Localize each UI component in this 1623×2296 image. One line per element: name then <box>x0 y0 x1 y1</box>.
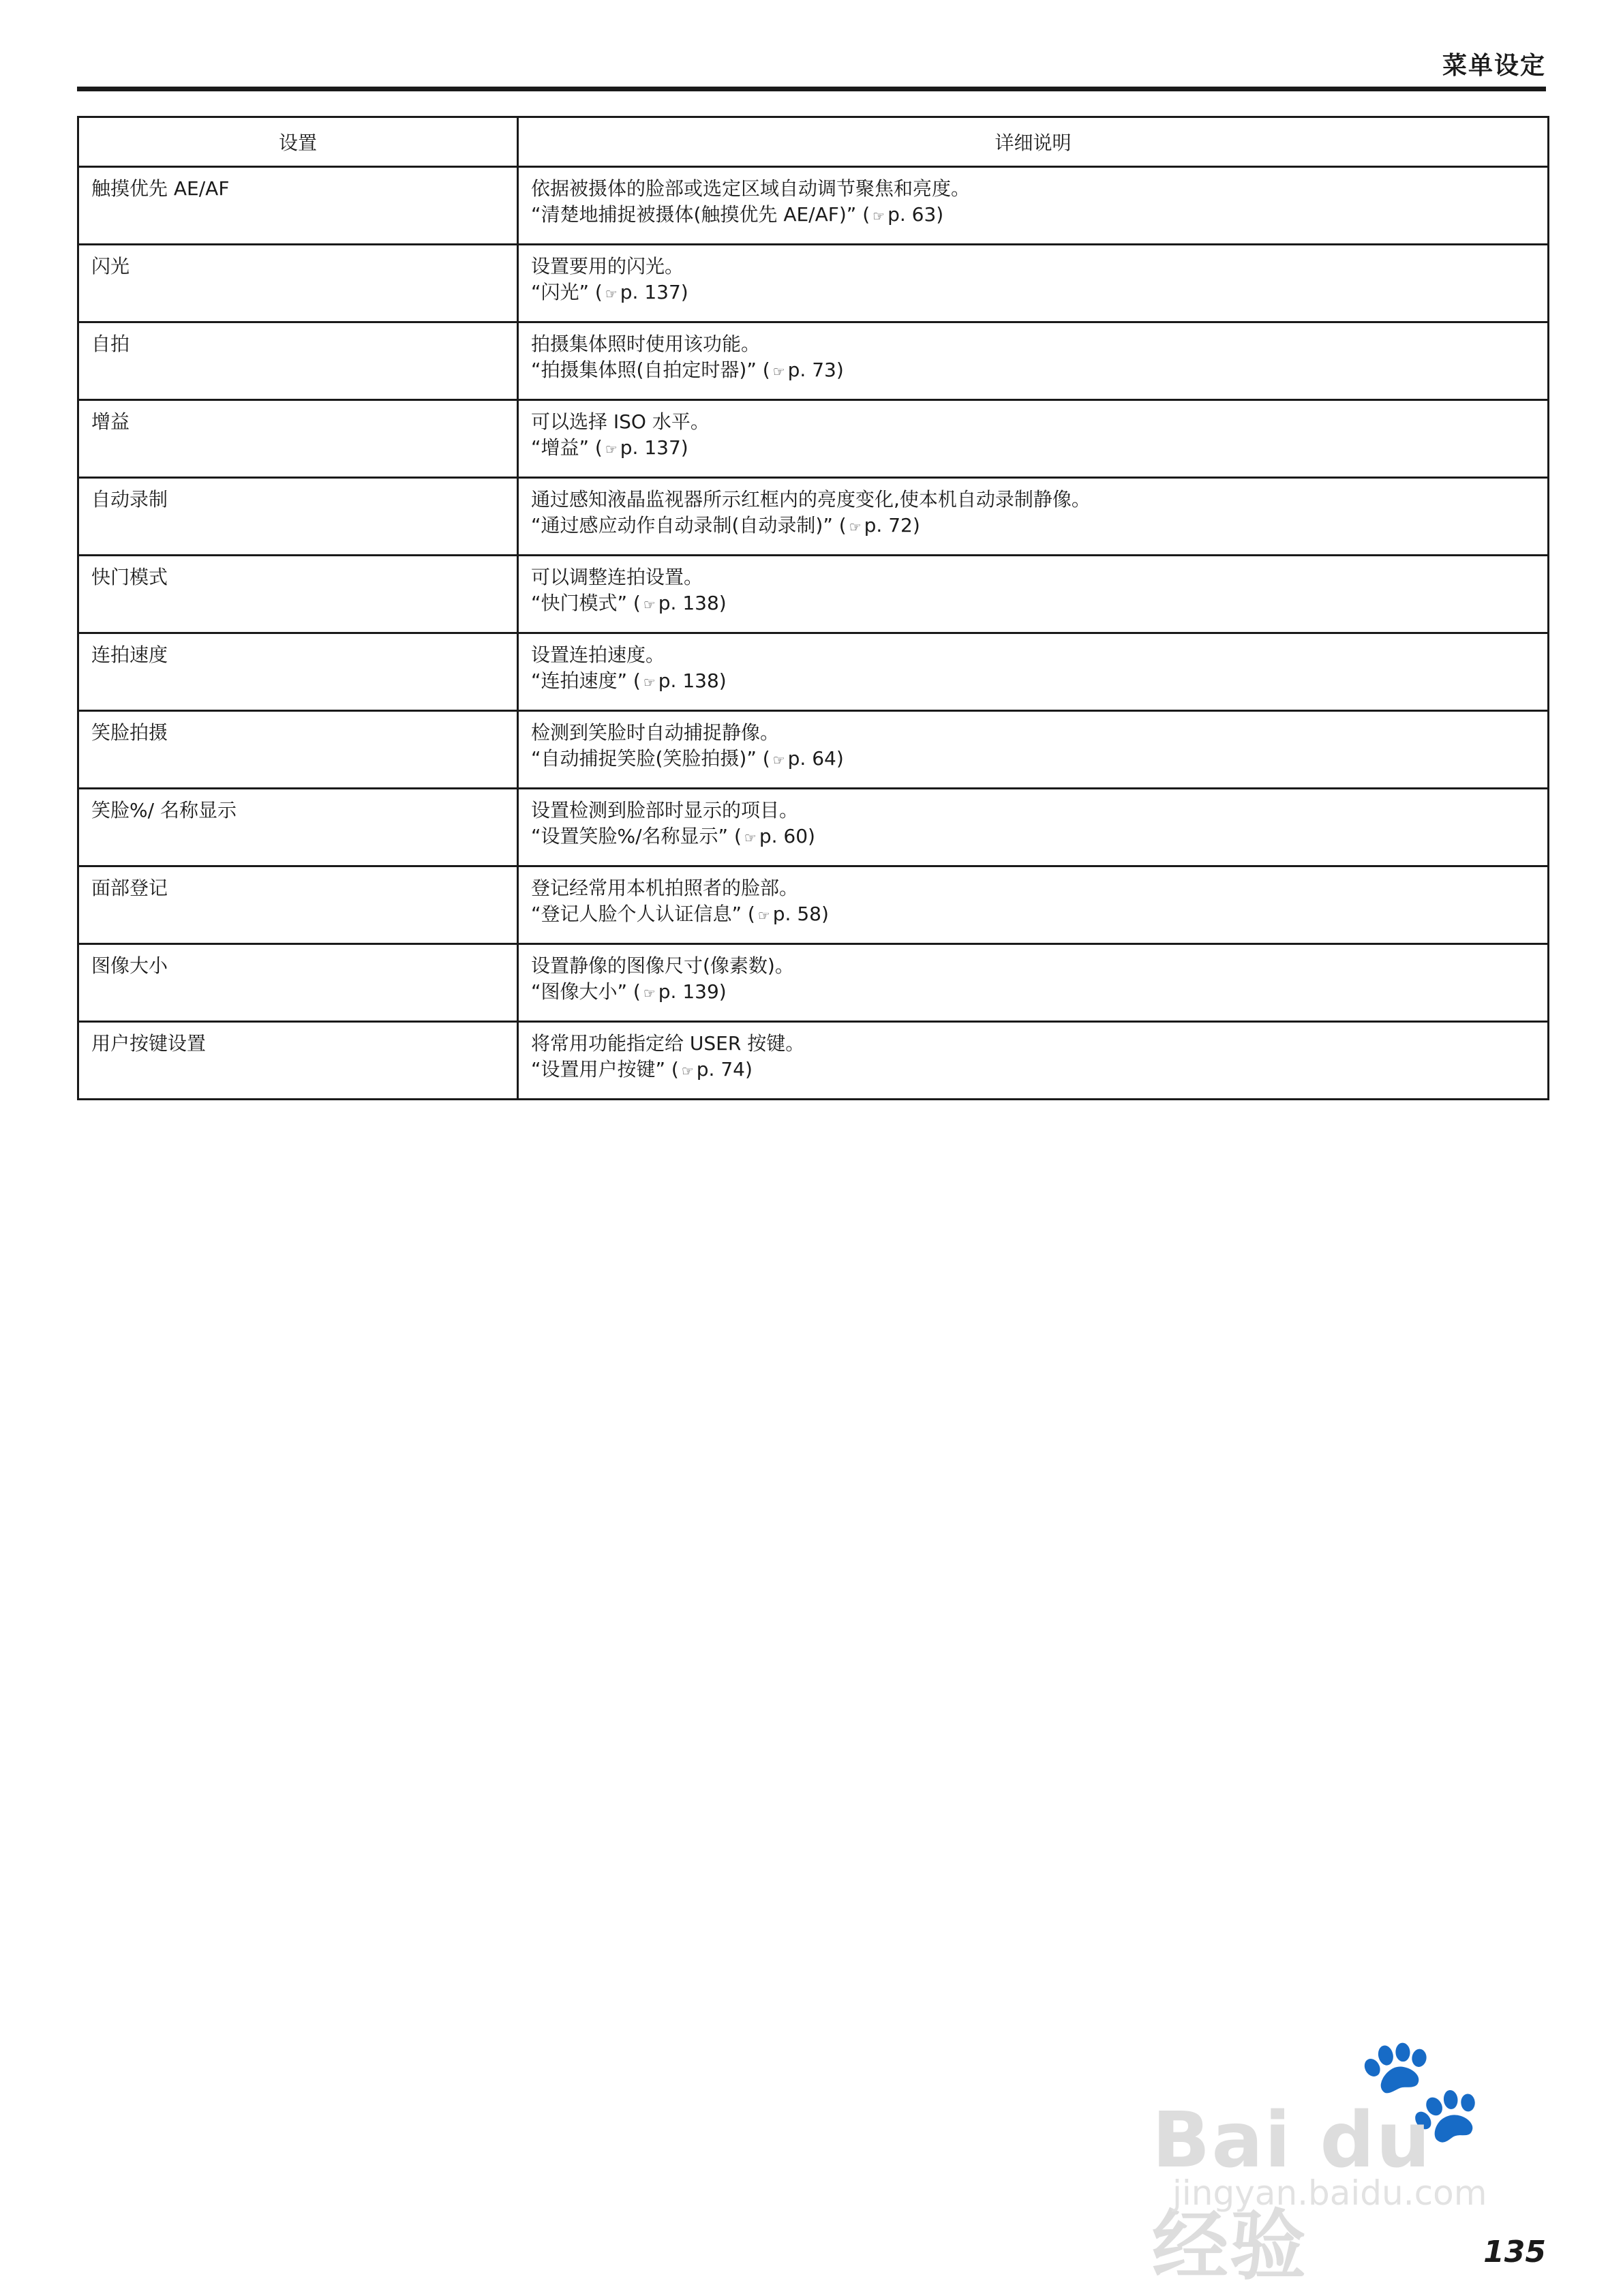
reference-link[interactable] <box>531 979 1535 1006</box>
reference-title: “拍摄集体照(自拍定时器)” <box>531 359 757 381</box>
description-text: 登记经常用本机拍照者的脸部。 <box>531 877 799 899</box>
table-row <box>78 322 1549 400</box>
column-header-description: 详细说明 <box>518 117 1549 167</box>
setting-description <box>518 1022 1549 1100</box>
reference-title: “通过感应动作自动录制(自动录制)” <box>531 514 833 537</box>
pointing-hand-icon: ☞ <box>772 363 785 380</box>
setting-name: 连拍速度 <box>78 633 518 711</box>
table-header-row <box>78 117 1549 167</box>
table-row <box>78 1022 1549 1100</box>
table-row <box>78 478 1549 556</box>
reference-link[interactable] <box>531 668 1535 695</box>
table-row <box>78 711 1549 789</box>
description-text: 依据被摄体的脸部或选定区域自动调节聚焦和亮度。 <box>531 177 971 200</box>
paren-open: ( <box>665 1058 679 1081</box>
setting-description <box>518 789 1549 866</box>
setting-description <box>518 556 1549 633</box>
reference-page: p. 73) <box>787 359 844 381</box>
pointing-hand-icon: ☞ <box>643 674 656 691</box>
reference-link[interactable] <box>531 590 1535 618</box>
table-row <box>78 556 1549 633</box>
reference-page: p. 58) <box>772 903 829 925</box>
reference-link[interactable] <box>531 202 1535 229</box>
setting-name: 自拍 <box>78 322 518 400</box>
table-row <box>78 245 1549 322</box>
paren-open: ( <box>832 514 847 537</box>
table-row <box>78 167 1549 245</box>
page-number: 135 <box>1483 2235 1546 2269</box>
paren-open: ( <box>756 359 770 381</box>
reference-link[interactable] <box>531 901 1535 928</box>
column-header-setting: 设置 <box>78 117 518 167</box>
reference-title: “设置笑脸%/名称显示” <box>531 825 729 847</box>
settings-table <box>77 116 1549 1100</box>
paren-open: ( <box>589 281 603 303</box>
description-text: 设置要用的闪光。 <box>531 255 684 277</box>
description-text: 可以选择 ISO 水平。 <box>531 410 710 433</box>
setting-description <box>518 400 1549 478</box>
pointing-hand-icon: ☞ <box>605 441 618 457</box>
description-text: 设置静像的图像尺寸(像素数)。 <box>531 954 794 977</box>
reference-page: p. 74) <box>696 1058 753 1081</box>
reference-link[interactable] <box>531 357 1535 384</box>
paren-open: ( <box>756 747 770 770</box>
reference-link[interactable] <box>531 513 1535 540</box>
setting-description <box>518 944 1549 1022</box>
setting-description <box>518 322 1549 400</box>
header-rule <box>77 87 1546 91</box>
table-row <box>78 866 1549 944</box>
pointing-hand-icon: ☞ <box>605 286 618 302</box>
reference-page: p. 138) <box>658 592 727 614</box>
table-row <box>78 400 1549 478</box>
table-row <box>78 633 1549 711</box>
description-text: 将常用功能指定给 USER 按键。 <box>531 1032 805 1055</box>
pointing-hand-icon: ☞ <box>873 208 885 224</box>
pointing-hand-icon: ☞ <box>744 830 757 846</box>
paren-open: ( <box>627 980 641 1003</box>
setting-name: 笑脸%/ 名称显示 <box>78 789 518 866</box>
setting-name: 快门模式 <box>78 556 518 633</box>
setting-name: 自动录制 <box>78 478 518 556</box>
setting-name: 闪光 <box>78 245 518 322</box>
setting-name: 触摸优先 AE/AF <box>78 167 518 245</box>
reference-page: p. 139) <box>658 980 727 1003</box>
reference-title: “登记人脸个人认证信息” <box>531 903 742 925</box>
description-text: 拍摄集体照时使用该功能。 <box>531 333 761 355</box>
reference-title: “自动捕捉笑脸(笑脸拍摄)” <box>531 747 757 770</box>
setting-description <box>518 711 1549 789</box>
paren-open: ( <box>589 436 603 459</box>
reference-title: “增益” <box>531 436 590 459</box>
paren-open: ( <box>856 203 870 226</box>
pointing-hand-icon: ☞ <box>681 1063 694 1079</box>
reference-title: “图像大小” <box>531 980 628 1003</box>
reference-page: p. 72) <box>864 514 920 537</box>
description-text: 通过感知液晶监视器所示红框内的亮度变化,使本机自动录制静像。 <box>531 488 1091 511</box>
setting-name: 面部登记 <box>78 866 518 944</box>
reference-title: “清楚地捕捉被摄体(触摸优先 AE/AF)” <box>531 203 857 226</box>
reference-title: “连拍速度” <box>531 669 628 692</box>
reference-page: p. 63) <box>888 203 944 226</box>
setting-name: 用户按键设置 <box>78 1022 518 1100</box>
setting-description <box>518 167 1549 245</box>
pointing-hand-icon: ☞ <box>643 596 656 613</box>
paren-open: ( <box>742 903 755 925</box>
setting-description <box>518 478 1549 556</box>
pointing-hand-icon: ☞ <box>849 519 862 535</box>
description-text: 设置检测到脸部时显示的项目。 <box>531 799 799 821</box>
reference-title: “闪光” <box>531 281 590 303</box>
setting-description <box>518 866 1549 944</box>
watermark-brand: Bai du 经验 <box>1152 2096 1432 2291</box>
description-text: 检测到笑脸时自动捕捉静像。 <box>531 721 780 744</box>
reference-link[interactable] <box>531 280 1535 307</box>
table-row <box>78 789 1549 866</box>
reference-page: p. 64) <box>787 747 844 770</box>
watermark-url: jingyan.baidu.com <box>1172 2173 1487 2213</box>
paren-open: ( <box>728 825 742 847</box>
reference-link[interactable] <box>531 1057 1535 1084</box>
paren-open: ( <box>627 592 641 614</box>
reference-title: “快门模式” <box>531 592 628 614</box>
description-text: 设置连拍速度。 <box>531 644 665 666</box>
reference-link[interactable] <box>531 824 1535 851</box>
setting-name: 图像大小 <box>78 944 518 1022</box>
setting-description <box>518 633 1549 711</box>
setting-name: 笑脸拍摄 <box>78 711 518 789</box>
description-text: 可以调整连拍设置。 <box>531 566 703 588</box>
reference-page: p. 60) <box>759 825 815 847</box>
pointing-hand-icon: ☞ <box>757 907 770 924</box>
setting-name: 增益 <box>78 400 518 478</box>
paw-icon: 🐾 <box>1356 2030 1484 2149</box>
paren-open: ( <box>627 669 641 692</box>
table-row <box>78 944 1549 1022</box>
reference-link[interactable] <box>531 435 1535 462</box>
pointing-hand-icon: ☞ <box>643 985 656 1001</box>
reference-page: p. 137) <box>620 436 688 459</box>
pointing-hand-icon: ☞ <box>772 752 785 768</box>
page-title: 菜单设定 <box>1442 52 1546 80</box>
reference-link[interactable] <box>531 746 1535 773</box>
setting-description <box>518 245 1549 322</box>
reference-title: “设置用户按键” <box>531 1058 666 1081</box>
reference-page: p. 137) <box>620 281 688 303</box>
reference-page: p. 138) <box>658 669 727 692</box>
